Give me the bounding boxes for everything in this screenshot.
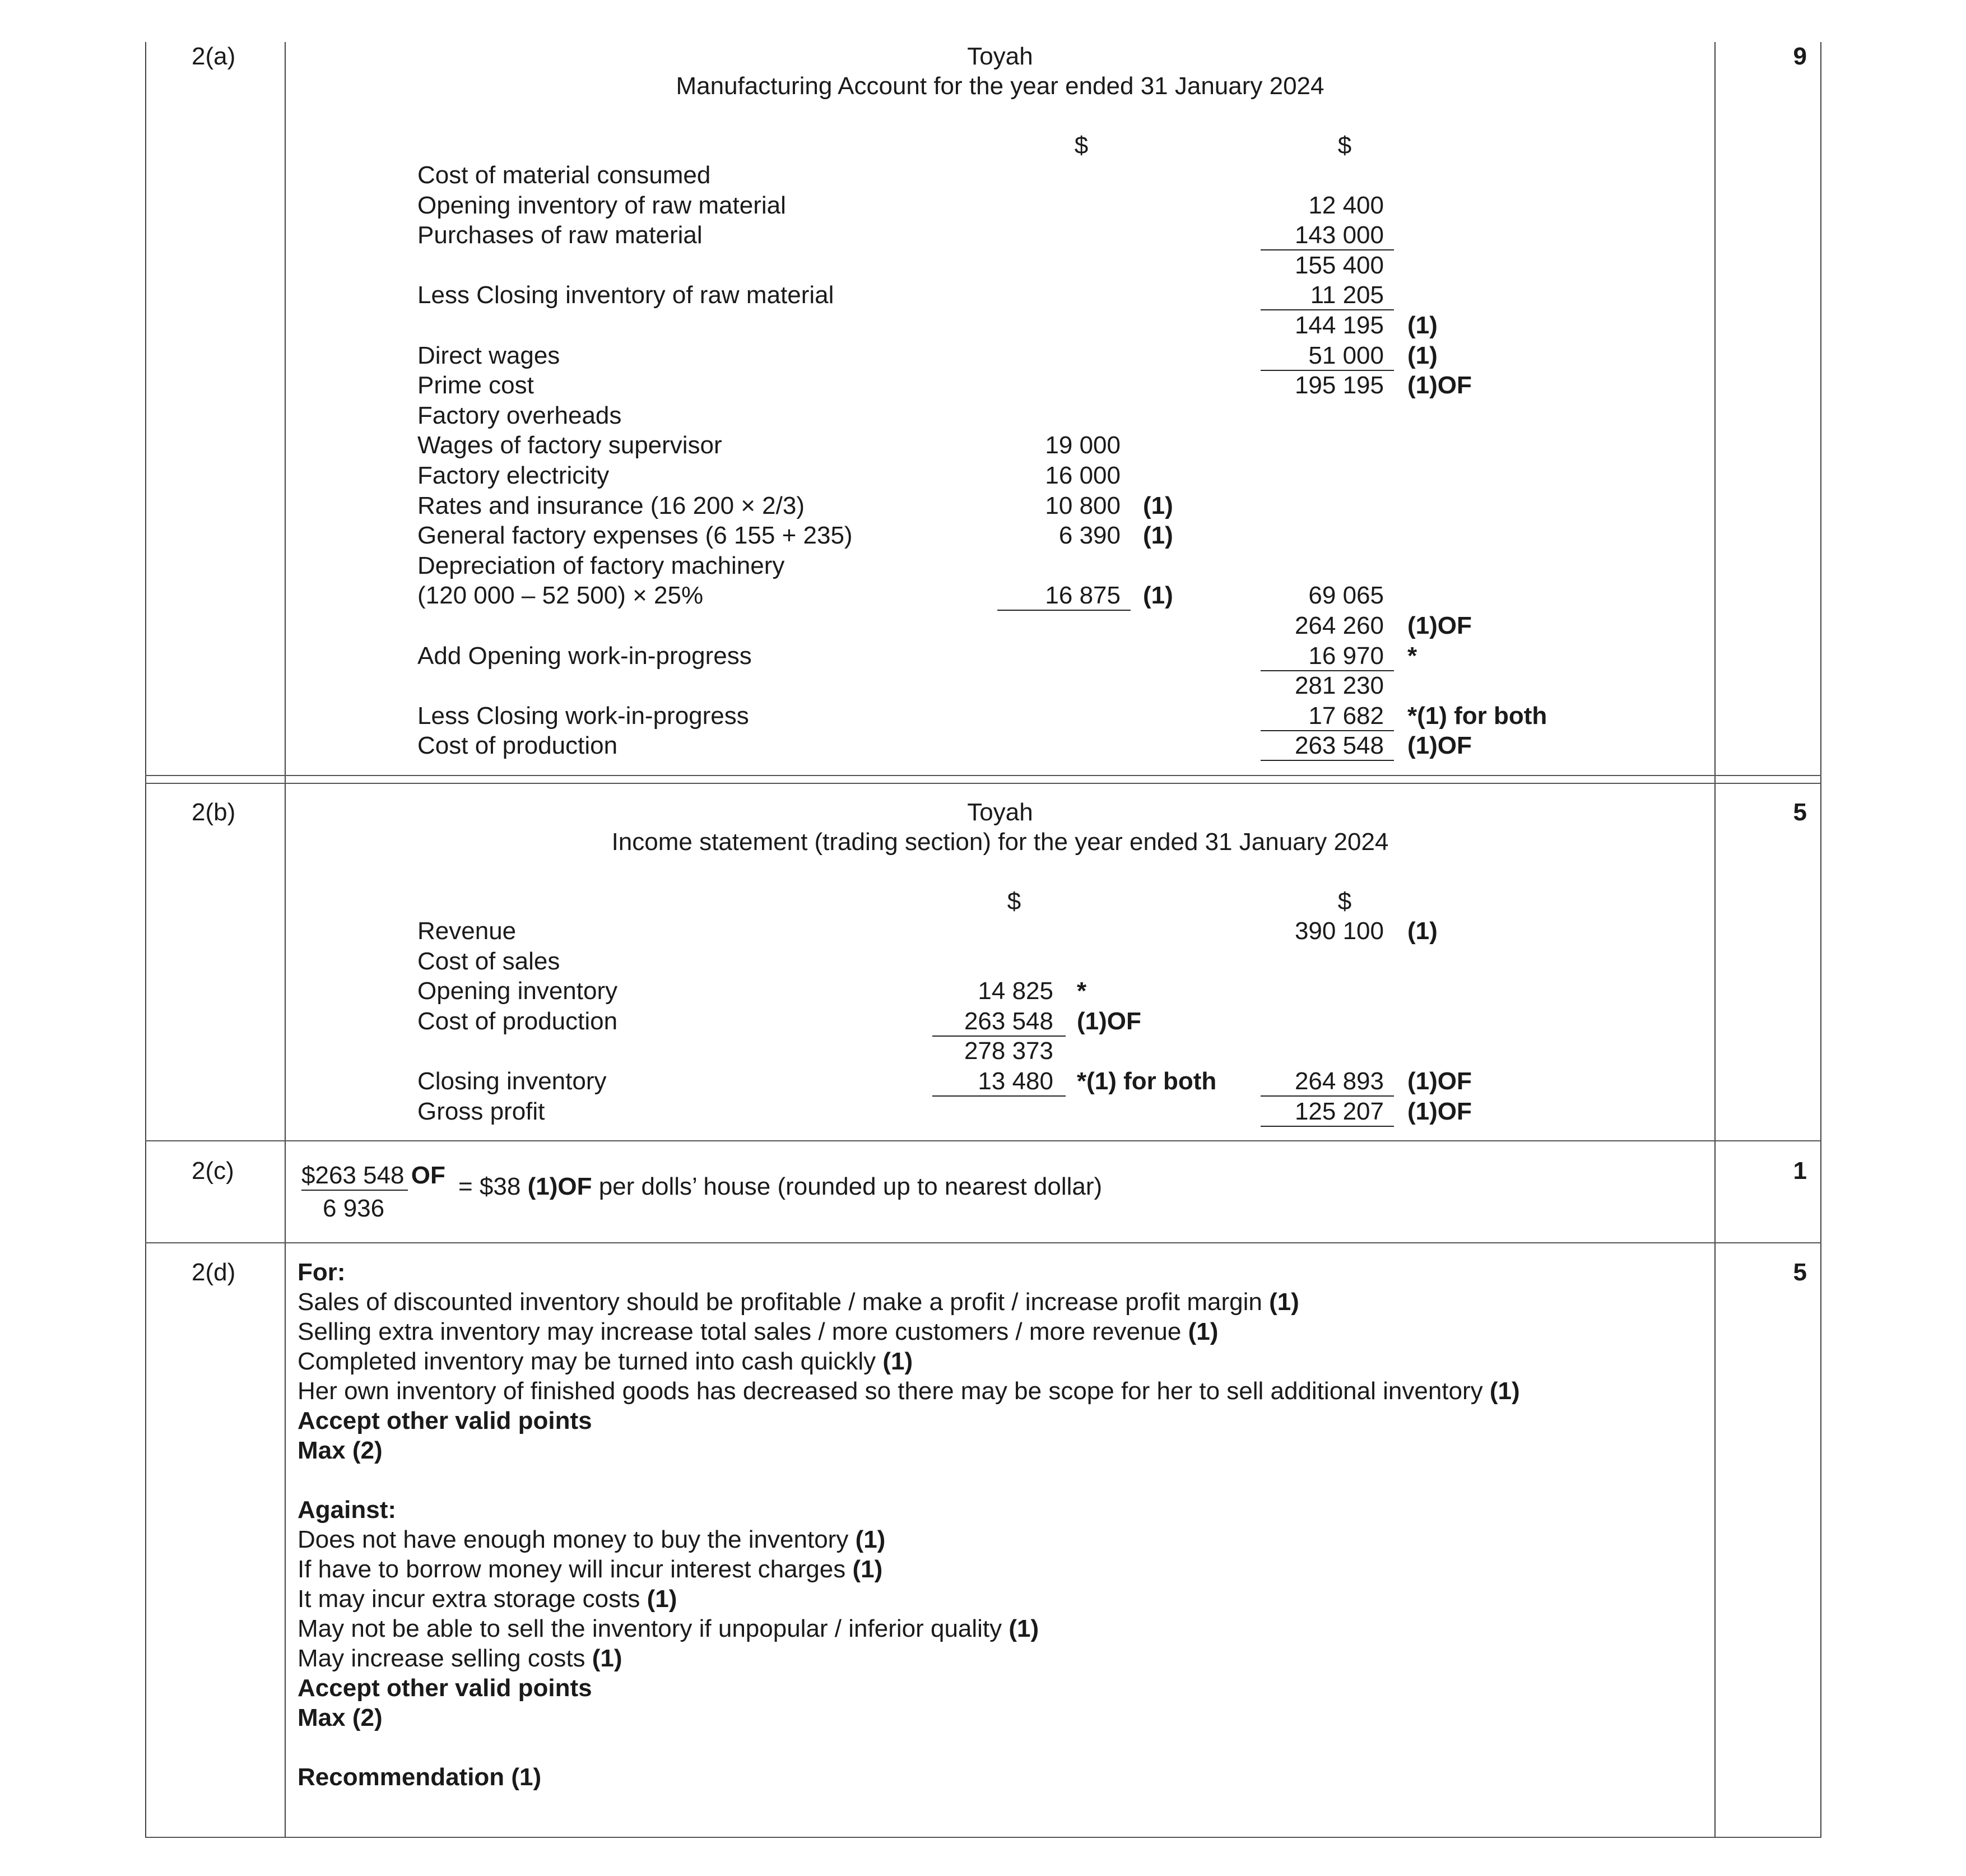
accept-note: Accept other valid points — [298, 1407, 592, 1434]
account-line-label: Opening inventory of raw material — [417, 191, 786, 219]
amount-value: 6 390 — [1058, 522, 1121, 550]
question-number: 2(a) — [192, 43, 236, 70]
against-point: It may incur extra storage costs (1) — [298, 1585, 677, 1613]
mark-annotation: * — [1407, 642, 1417, 670]
against-point: May not be able to sell the inventory if unpopular / inferior quality (1) — [298, 1615, 1039, 1642]
fraction-numerator: $263 548 OF — [301, 1162, 445, 1189]
amount-value: 16 970 — [1308, 642, 1384, 670]
amount-value: 264 893 — [1294, 1067, 1384, 1095]
currency-header: $ — [1074, 132, 1089, 159]
account-title: Manufacturing Account for the year ended 31 January 2024 — [676, 72, 1324, 100]
row-separator — [145, 775, 1821, 776]
amount-value: 195 195 — [1294, 372, 1384, 400]
for-point: Completed inventory may be turned into cash quickly (1) — [298, 1348, 913, 1375]
statement-line-label: Opening inventory — [417, 977, 618, 1005]
question-marks: 5 — [1793, 798, 1807, 826]
amount-value: 278 373 — [964, 1037, 1053, 1065]
accept-note: Accept other valid points — [298, 1674, 592, 1702]
amount-value: 125 207 — [1294, 1097, 1384, 1125]
amount-value: 16 000 — [1045, 462, 1121, 489]
question-marks: 5 — [1793, 1259, 1807, 1286]
unit-cost-result: = $38 (1)OF per dolls’ house (rounded up to nearest dollar) — [458, 1173, 1103, 1200]
amount-value: 17 682 — [1308, 702, 1384, 730]
question-marks: 1 — [1793, 1157, 1807, 1185]
for-point: Sales of discounted inventory should be profitable / make a profit / increase profit margin (1) — [298, 1288, 1299, 1316]
subtotal-rule — [1261, 760, 1394, 761]
mark-annotation: (1)OF — [1407, 1097, 1472, 1125]
amount-value: 264 260 — [1294, 612, 1384, 639]
row-separator — [145, 783, 1821, 784]
account-line-label: Add Opening work-in-progress — [417, 642, 752, 670]
statement-line-label: Gross profit — [417, 1097, 545, 1125]
row-separator — [145, 1140, 1821, 1141]
currency-header: $ — [1337, 132, 1352, 159]
mark-annotation: (1)OF — [1407, 612, 1472, 639]
statement-line-label: Cost of production — [417, 1007, 618, 1035]
question-number: 2(d) — [192, 1259, 236, 1286]
account-line-label: Cost of material consumed — [417, 161, 711, 189]
amount-value: 16 875 — [1045, 582, 1121, 610]
account-line-label: (120 000 – 52 500) × 25% — [417, 582, 704, 610]
against-point: If have to borrow money will incur interest charges (1) — [298, 1555, 883, 1583]
for-point: Selling extra inventory may increase total sales / more customers / more revenue (1) — [298, 1318, 1219, 1345]
account-line-label: Rates and insurance (16 200 × 2/3) — [417, 491, 805, 519]
for-point: Her own inventory of finished goods has decreased so there may be scope for her to sell additional inventory (1) — [298, 1377, 1520, 1405]
currency-header: $ — [1007, 888, 1021, 915]
amount-value: 155 400 — [1294, 251, 1384, 279]
table-divider-question — [285, 42, 286, 1838]
amount-value: 263 548 — [964, 1007, 1053, 1035]
subtotal-rule — [1261, 1126, 1394, 1127]
amount-value: 12 400 — [1308, 191, 1384, 219]
against-heading: Against: — [298, 1496, 396, 1524]
against-point: Does not have enough money to buy the inventory (1) — [298, 1526, 886, 1553]
statement-title: Income statement (trading section) for the year ended 31 January 2024 — [611, 828, 1389, 856]
account-line-label: Prime cost — [417, 372, 534, 400]
mark-annotation: (1) — [1407, 312, 1438, 339]
statement-line-label: Cost of sales — [417, 947, 560, 975]
account-line-label: Depreciation of factory machinery — [417, 551, 785, 579]
amount-value: 51 000 — [1308, 341, 1384, 369]
question-marks: 9 — [1793, 43, 1807, 70]
question-number: 2(b) — [192, 798, 236, 826]
amount-value: 263 548 — [1294, 732, 1384, 760]
mark-annotation: (1) — [1143, 582, 1173, 610]
mark-annotation: (1)OF — [1407, 732, 1472, 760]
amount-value: 10 800 — [1045, 491, 1121, 519]
question-number: 2(c) — [192, 1157, 234, 1185]
amount-value: 281 230 — [1294, 672, 1384, 700]
amount-value: 19 000 — [1045, 431, 1121, 459]
fraction-bar — [301, 1190, 408, 1191]
account-line-label: Purchases of raw material — [417, 221, 703, 249]
max-note: Max (2) — [298, 1704, 383, 1731]
table-border-right — [1820, 42, 1821, 1838]
mark-annotation: (1) — [1407, 917, 1438, 945]
table-border-bottom — [145, 1837, 1821, 1838]
subtotal-rule — [932, 1095, 1066, 1097]
table-divider-marks — [1714, 42, 1716, 1838]
mark-annotation: * — [1077, 977, 1087, 1005]
mark-annotation: *(1) for both — [1077, 1067, 1217, 1095]
mark-annotation: (1)OF — [1407, 1067, 1472, 1095]
account-line-label: Cost of production — [417, 732, 618, 760]
max-note: Max (2) — [298, 1437, 383, 1464]
amount-value: 390 100 — [1294, 917, 1384, 945]
amount-value: 69 065 — [1308, 582, 1384, 610]
amount-value: 144 195 — [1294, 312, 1384, 339]
account-line-label: Wages of factory supervisor — [417, 431, 722, 459]
account-line-label: Factory overheads — [417, 401, 622, 429]
account-line-label: Less Closing inventory of raw material — [417, 281, 834, 309]
fraction-denominator: 6 936 — [323, 1195, 385, 1222]
amount-value: 13 480 — [978, 1067, 1053, 1095]
mark-annotation: (1) — [1407, 341, 1438, 369]
mark-annotation: (1)OF — [1407, 372, 1472, 400]
currency-header: $ — [1337, 888, 1352, 915]
mark-annotation: (1) — [1143, 522, 1173, 550]
row-separator — [145, 1242, 1821, 1243]
statement-owner: Toyah — [967, 798, 1033, 826]
statement-line-label: Revenue — [417, 917, 517, 945]
table-border-left — [145, 42, 146, 1838]
account-line-label: Direct wages — [417, 341, 560, 369]
subtotal-rule — [997, 610, 1131, 611]
amount-value: 143 000 — [1294, 221, 1384, 249]
against-point: May increase selling costs (1) — [298, 1645, 622, 1672]
statement-line-label: Closing inventory — [417, 1067, 607, 1095]
amount-value: 11 205 — [1310, 281, 1384, 309]
account-line-label: Factory electricity — [417, 462, 610, 489]
recommendation-note: Recommendation (1) — [298, 1763, 542, 1791]
account-line-label: Less Closing work-in-progress — [417, 702, 749, 730]
for-heading: For: — [298, 1259, 346, 1286]
amount-value: 14 825 — [978, 977, 1053, 1005]
account-owner: Toyah — [967, 43, 1033, 70]
mark-annotation: *(1) for both — [1407, 702, 1547, 730]
mark-annotation: (1) — [1143, 491, 1173, 519]
account-line-label: General factory expenses (6 155 + 235) — [417, 522, 853, 550]
mark-annotation: (1)OF — [1077, 1007, 1141, 1035]
